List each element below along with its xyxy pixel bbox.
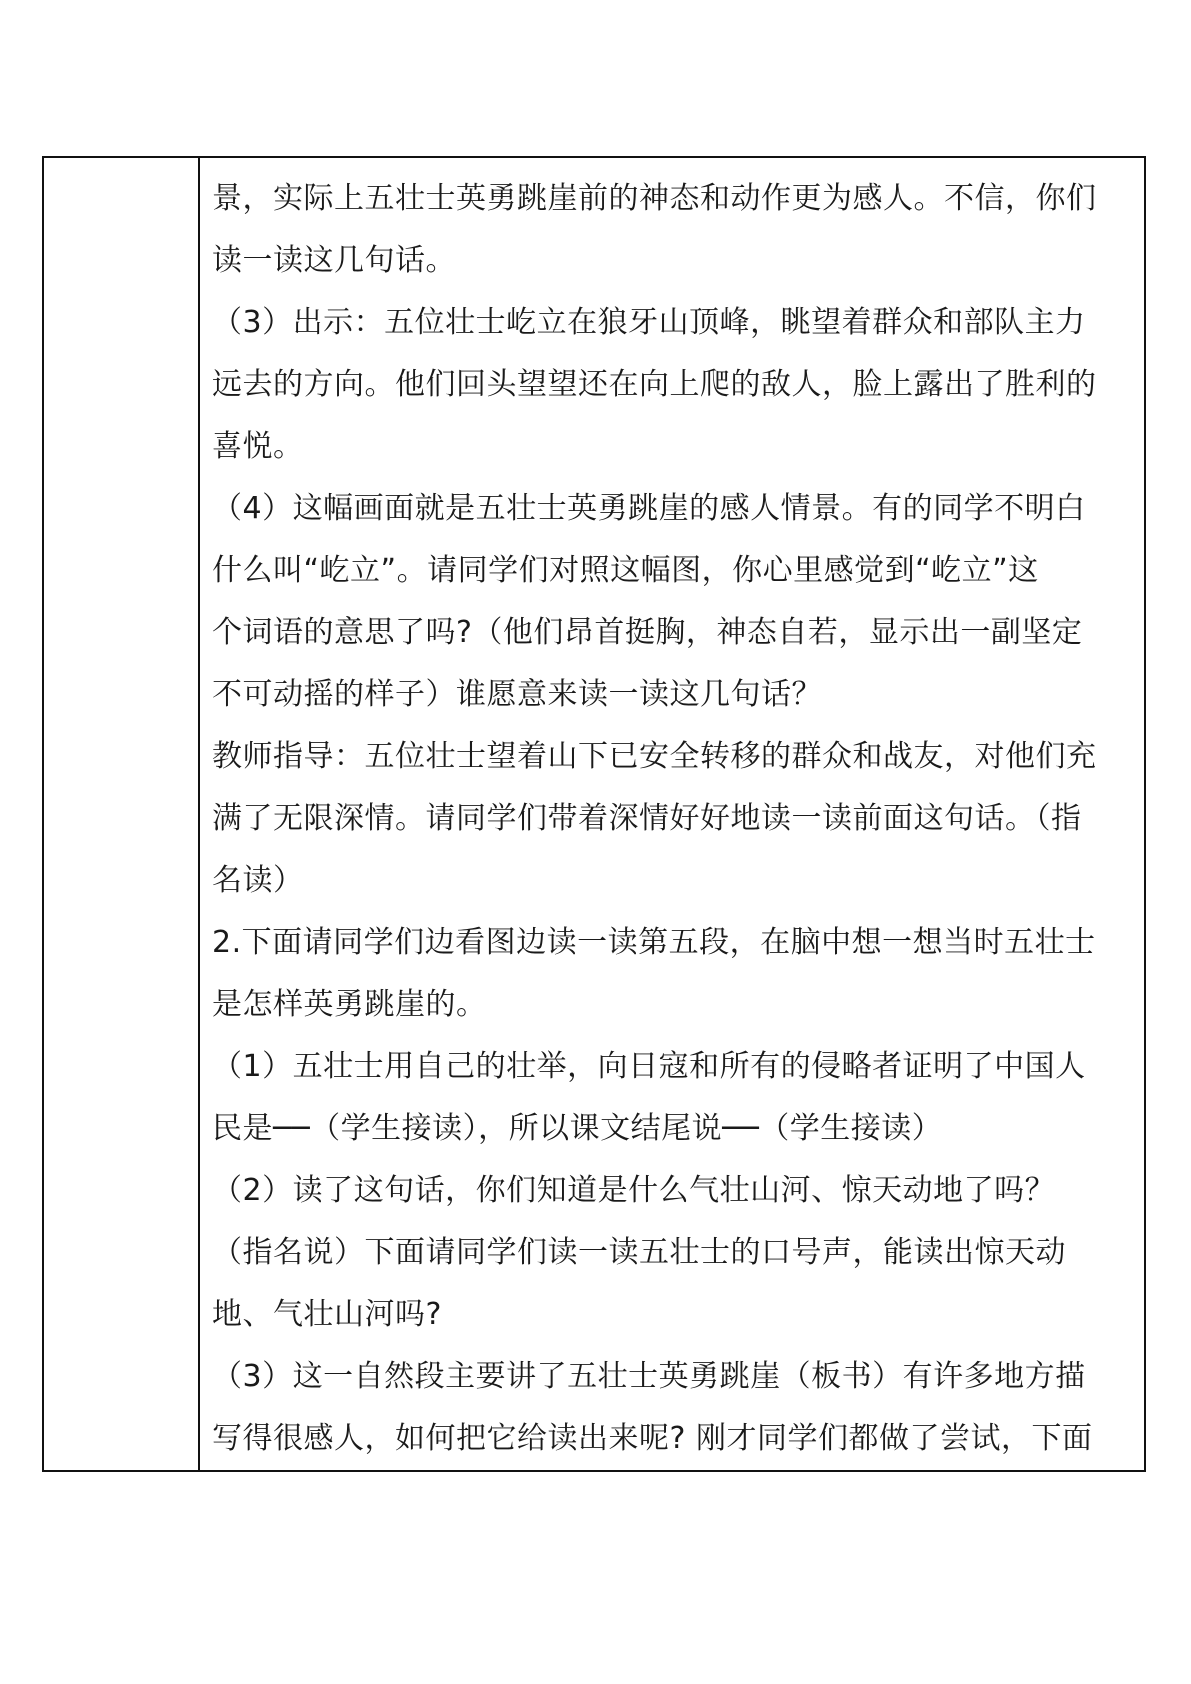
lesson-plan-table bbox=[42, 156, 1146, 1472]
text-line: 教师指导：五位壮士望着山下已安全转移的群众和战友，对他们充 bbox=[212, 739, 1097, 774]
text-line: 是怎样英勇跳崖的。 bbox=[212, 987, 487, 1022]
text-line: （2）读了这句话，你们知道是什么气壮山河、惊天动地了吗？ bbox=[212, 1173, 1056, 1208]
text-line: （3）这一自然段主要讲了五壮士英勇跳崖（板书）有许多地方描 bbox=[212, 1359, 1086, 1394]
text-line: 什么叫“屹立”。请同学们对照这幅图，你心里感觉到“屹立”这 bbox=[212, 553, 1039, 588]
text-line: （3）出示：五位壮士屹立在狼牙山顶峰，眺望着群众和部队主力 bbox=[212, 305, 1086, 340]
text-line: 个词语的意思了吗?（他们昂首挺胸，神态自若，显示出一副坚定 bbox=[212, 615, 1083, 650]
text-line: 写得很感人，如何把它给读出来呢? 刚才同学们都做了尝试，下面 bbox=[212, 1421, 1093, 1456]
text-line: 不可动摇的样子）谁愿意来读一读这几句话？ bbox=[212, 677, 822, 712]
text-line: 2.下面请同学们边看图边读一读第五段，在脑中想一想当时五壮士 bbox=[212, 925, 1096, 960]
text-line: 喜悦。 bbox=[212, 429, 304, 464]
text-line: 远去的方向。他们回头望望还在向上爬的敌人，脸上露出了胜利的 bbox=[212, 367, 1097, 402]
text-line: （1）五壮士用自己的壮举，向日寇和所有的侵略者证明了中国人 bbox=[212, 1049, 1086, 1084]
text-line: 民是──（学生接读），所以课文结尾说──（学生接读） bbox=[212, 1111, 943, 1146]
table-row bbox=[43, 157, 1145, 1471]
text-line: 满了无限深情。请同学们带着深情好好地读一读前面这句话。（指 bbox=[212, 801, 1082, 836]
text-line: 景，实际上五壮士英勇跳崖前的神态和动作更为感人。不信，你们 bbox=[212, 181, 1097, 216]
content-text bbox=[200, 158, 1144, 1470]
content-cell bbox=[199, 157, 1145, 1471]
text-line: （4）这幅画面就是五壮士英勇跳崖的感人情景。有的同学不明白 bbox=[212, 491, 1086, 526]
left-column-cell bbox=[43, 157, 199, 1471]
text-line: 读一读这几句话。 bbox=[212, 243, 456, 278]
text-line: （指名说）下面请同学们读一读五壮士的口号声，能读出惊天动 bbox=[212, 1235, 1066, 1270]
text-line: 名读） bbox=[212, 863, 304, 898]
text-line: 地、气壮山河吗? bbox=[212, 1297, 442, 1332]
